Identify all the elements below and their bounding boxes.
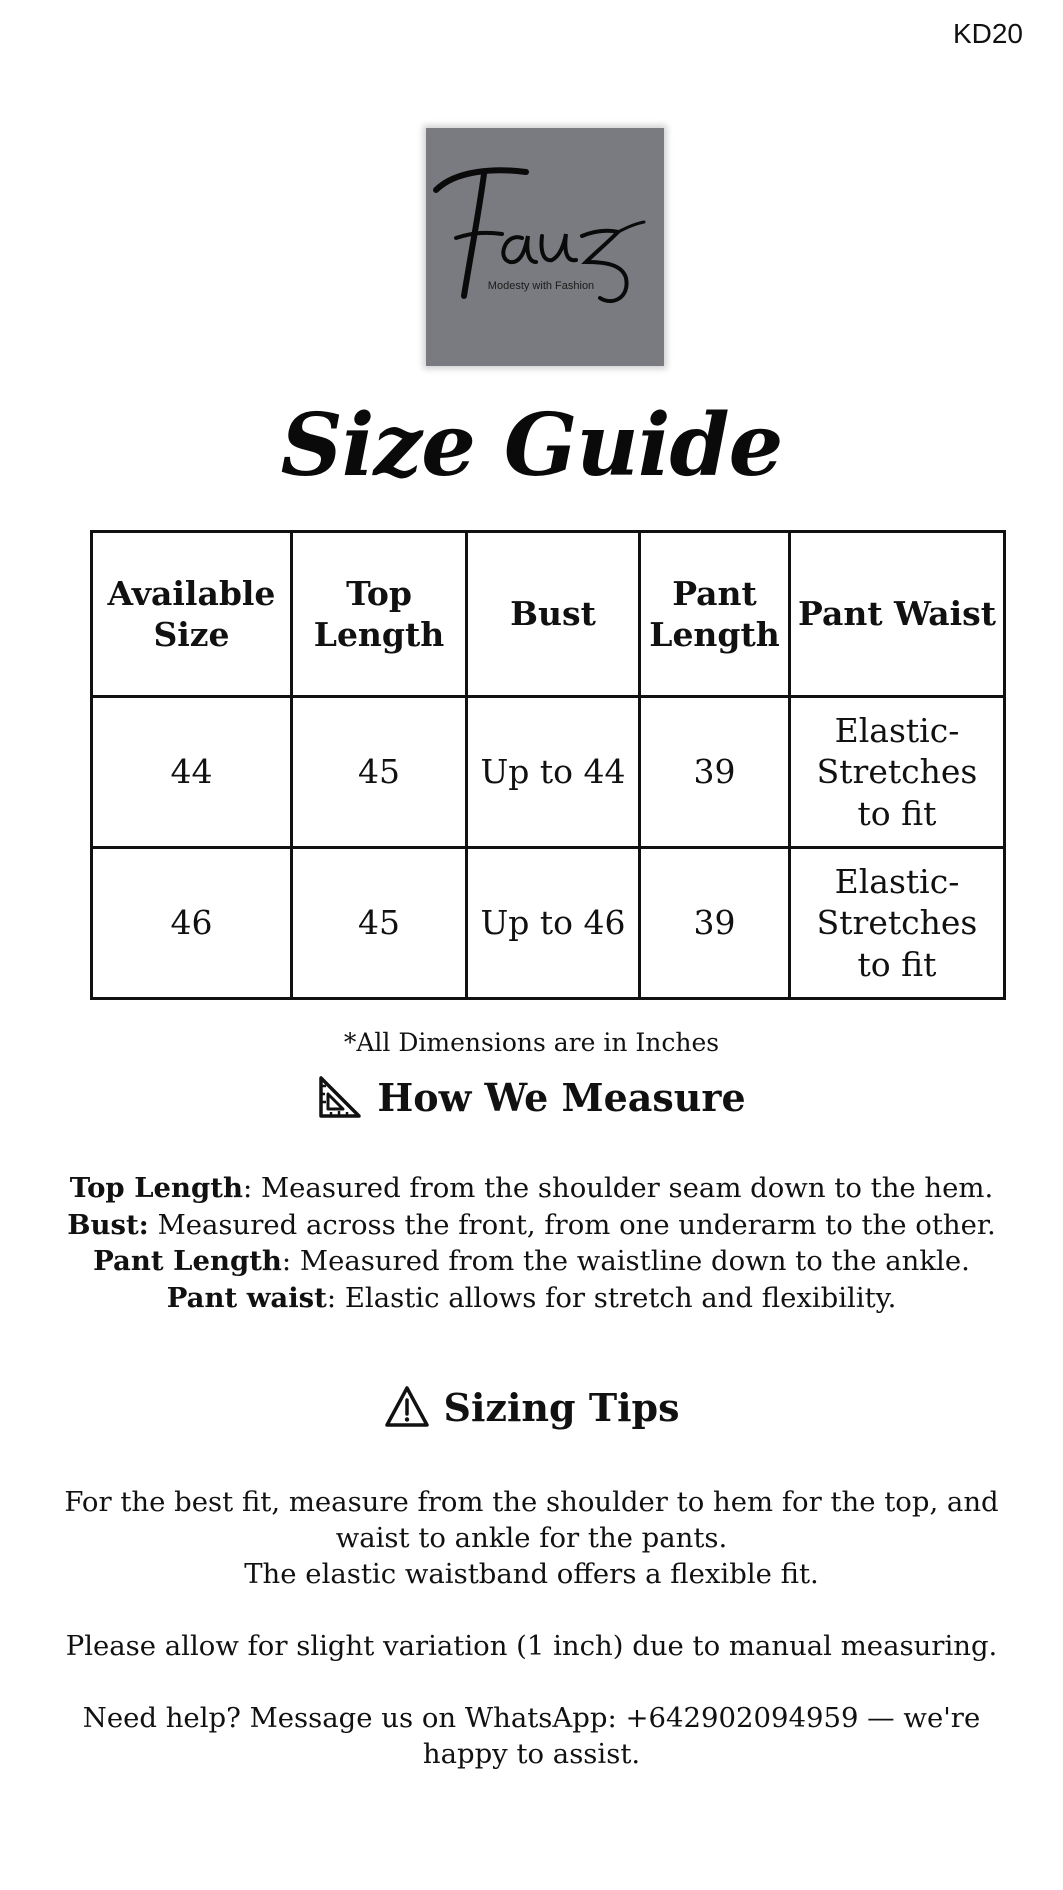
tip-paragraph: Need help? Message us on WhatsApp: +642902094959 — we're happy to assist.	[82, 1702, 981, 1770]
table-cell: 45	[292, 848, 467, 999]
table-cell: 45	[292, 697, 467, 848]
measure-desc: Measured from the shoulder seam down to the hem.	[261, 1172, 994, 1204]
header-top-length: Top Length	[292, 532, 467, 697]
list-item	[40, 1243, 1023, 1280]
tip-paragraph: The elastic waistband offers a flexible fit.	[244, 1558, 819, 1590]
measure-desc: Measured from the waistline down to the ankle.	[299, 1245, 970, 1277]
measure-desc: Measured across the front, from one underarm to the other.	[157, 1208, 996, 1241]
how-we-measure-title: How We Measure	[377, 1074, 746, 1120]
table-cell: 44	[92, 697, 292, 848]
fauz-logo-icon	[426, 128, 664, 366]
measure-sep: :	[326, 1281, 345, 1314]
list-item	[40, 1207, 1023, 1244]
header-bust: Bust	[467, 532, 640, 697]
table-cell: Elastic- Stretches to fit	[790, 848, 1005, 999]
measure-term: Pant waist	[166, 1281, 327, 1314]
logo-tagline: Modesty with Fashion	[487, 280, 595, 292]
tip-paragraph: For the best fit, measure from the shoulder to hem for the top, and waist to ankle for the pants.	[64, 1486, 999, 1554]
header-pant-length: Pant Length	[640, 532, 790, 697]
dimensions-note: *All Dimensions are in Inches	[343, 1028, 720, 1057]
ruler-triangle-icon	[317, 1074, 363, 1120]
list-item	[40, 1170, 1023, 1207]
measure-term: Bust:	[67, 1208, 149, 1241]
list-item	[40, 1280, 1023, 1317]
table-cell: Up to 46	[467, 848, 640, 999]
table-cell: Elastic- Stretches to fit	[790, 697, 1005, 848]
product-code: KD20	[952, 18, 1023, 49]
sizing-tips-heading	[0, 1384, 1063, 1430]
table-cell: 46	[92, 848, 292, 999]
measure-sep: :	[281, 1245, 300, 1277]
table-cell: 39	[640, 848, 790, 999]
measure-desc: Elastic allows for stretch and flexibility.	[344, 1281, 897, 1314]
brand-logo	[426, 128, 664, 366]
measure-term: Pant Length	[93, 1245, 282, 1277]
how-we-measure-heading	[0, 1074, 1063, 1120]
tip-paragraph: Please allow for slight variation (1 inch) due to manual measuring.	[65, 1630, 998, 1662]
warning-icon	[384, 1384, 430, 1430]
table-header-row	[92, 532, 1005, 697]
header-available-size: Available Size	[92, 532, 292, 697]
table-row	[92, 848, 1005, 999]
header-pant-waist: Pant Waist	[790, 532, 1005, 697]
sizing-tips-text	[50, 1484, 1013, 1772]
measure-sep: :	[242, 1172, 261, 1204]
table-row	[92, 697, 1005, 848]
measure-term: Top Length	[69, 1172, 243, 1204]
page-title: Size Guide	[280, 395, 783, 496]
table-cell: Up to 44	[467, 697, 640, 848]
size-table	[90, 530, 1006, 1000]
measure-list	[40, 1170, 1023, 1316]
sizing-tips-title: Sizing Tips	[443, 1384, 680, 1430]
measure-sep	[149, 1209, 158, 1241]
table-cell: 39	[640, 697, 790, 848]
